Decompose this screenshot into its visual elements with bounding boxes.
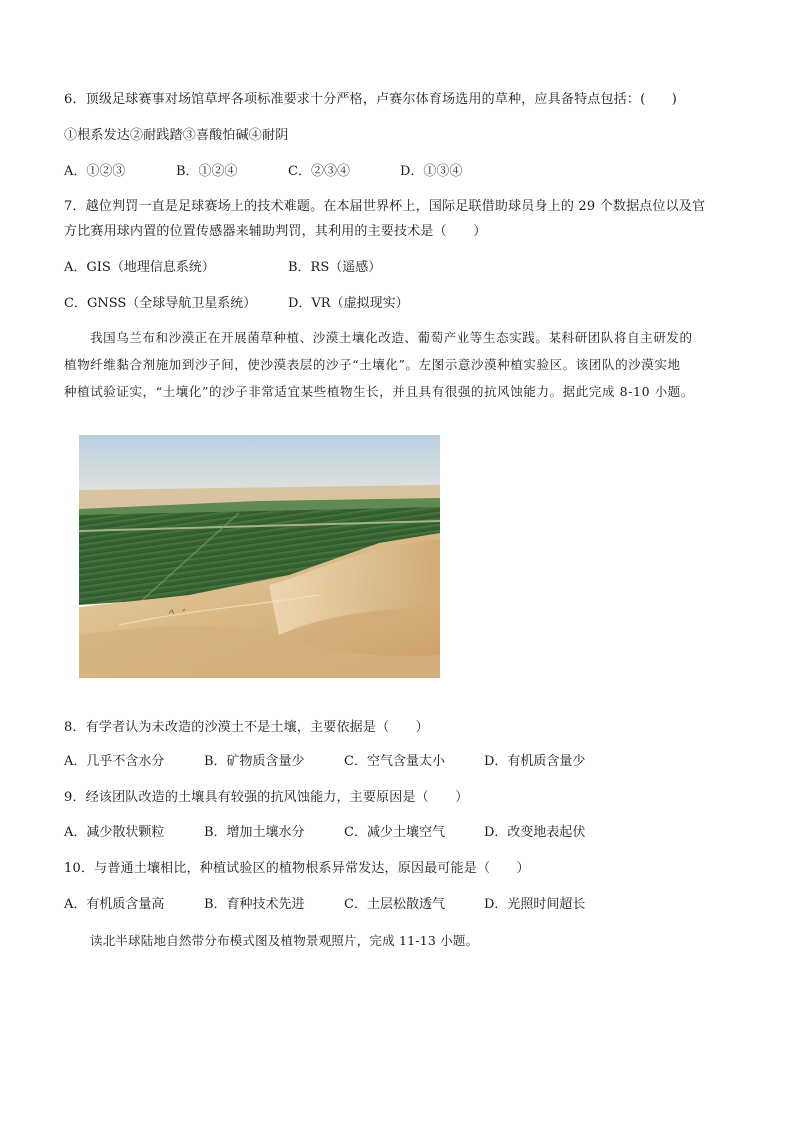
q6-features: ①根系发达②耐践踏③喜酸怕碱④耐阴 xyxy=(64,128,289,143)
q9-option-d: D．改变地表起伏 xyxy=(484,825,586,840)
passage-line2: 植物纤维黏合剂施加到沙子间，使沙漠表层的沙子“土壤化”。左图示意沙漠种植实验区。该团队的沙漠实地 xyxy=(64,357,681,372)
q10-stem: 10．与普通土壤相比，种植试验区的植物根系异常发达，原因最可能是（ ） xyxy=(64,861,530,876)
q7-option-b: B．RS（遥感） xyxy=(288,260,382,275)
q9-option-a: A．减少散状颗粒 xyxy=(64,825,165,840)
desert-planting-photo xyxy=(79,435,440,678)
q10-option-b: B．育种技术先进 xyxy=(204,897,305,912)
q8-option-b: B．矿物质含量少 xyxy=(204,754,305,769)
q10-option-a: A．有机质含量高 xyxy=(64,897,165,912)
q6-option-c: C．②③④ xyxy=(288,164,350,179)
q6-option-d: D．①③④ xyxy=(400,164,463,179)
q8-option-a: A．几乎不含水分 xyxy=(64,754,165,769)
q9-option-c: C．减少土壤空气 xyxy=(344,825,445,840)
q10-option-d: D．光照时间超长 xyxy=(484,897,586,912)
passage-line1: 我国乌兰布和沙漠正在开展菌草种植、沙漠土壤化改造、葡萄产业等生态实践。某科研团队将自主研发的 xyxy=(90,330,693,345)
q7-option-d: D．VR（虚拟现实） xyxy=(288,296,409,311)
intro-11-13: 读北半球陆地自然带分布模式图及植物景观照片，完成 11-13 小题。 xyxy=(90,933,479,948)
q9-stem: 9．经该团队改造的土壤具有较强的抗风蚀能力，主要原因是（ ） xyxy=(64,790,469,805)
q6-option-a: A．①②③ xyxy=(64,164,126,179)
q9-option-b: B．增加土壤水分 xyxy=(204,825,305,840)
q7-stem-line2: 方比赛用球内置的位置传感器来辅助判罚，其利用的主要技术是（ ） xyxy=(64,224,487,239)
q8-stem: 8．有学者认为未改造的沙漠土不是土壤，主要依据是（ ） xyxy=(64,720,429,735)
q7-option-c: C．GNSS（全球导航卫星系统） xyxy=(64,296,257,311)
q6-stem: 6．顶级足球赛事对场馆草坪各项标准要求十分严格，卢赛尔体育场选用的草种，应具备特点包括：( ) xyxy=(64,92,678,107)
q6-option-b: B．①②④ xyxy=(176,164,238,179)
passage-line3: 种植试验证实，“土壤化”的沙子非常适宜某些植物生长，并且具有很强的抗风蚀能力。据此完成 8-10 小题。 xyxy=(64,384,695,399)
q10-option-c: C．土层松散透气 xyxy=(344,897,445,912)
q7-stem-line1: 7．越位判罚一直是足球赛场上的技术难题。在本届世界杯上，国际足联借助球员身上的 29 个数据点位以及官 xyxy=(64,199,706,214)
q8-option-d: D．有机质含量少 xyxy=(484,754,586,769)
q8-option-c: C．空气含量太小 xyxy=(344,754,445,769)
q7-option-a: A．GIS（地理信息系统） xyxy=(64,260,215,275)
